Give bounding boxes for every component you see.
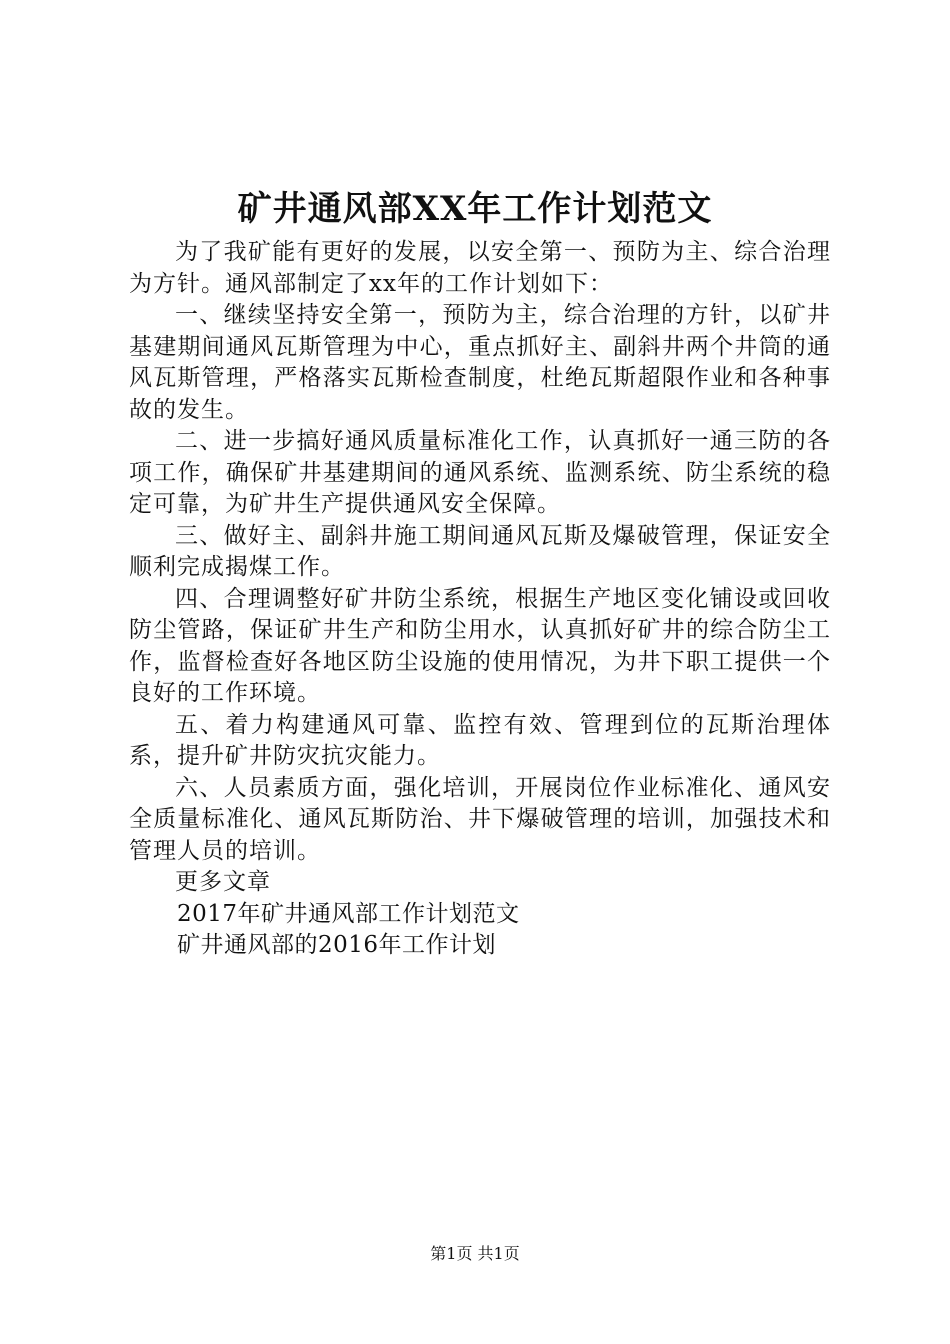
- page-number-footer: 第1页 共1页: [430, 1244, 520, 1263]
- more-article-link[interactable]: 2017年矿井通风部工作计划范文: [177, 900, 520, 927]
- document-title: 矿井通风部XX年工作计划范文: [237, 189, 713, 229]
- paragraph-item-4: 四、合理调整好矿井防尘系统，根据生产地区变化铺设或回收防尘管路，保证矿井生产和防尘用水，认真抓好矿井的综合防尘工作，监督检查好各地区防尘设施的使用情况，为井下职工提供一个良好的工作环境。: [129, 585, 831, 706]
- paragraph-item-3: 三、做好主、副斜井施工期间通风瓦斯及爆破管理，保证安全顺利完成揭煤工作。: [129, 522, 831, 580]
- more-articles-heading: 更多文章: [175, 869, 271, 895]
- more-article-link[interactable]: 矿井通风部的2016年工作计划: [177, 932, 497, 958]
- paragraph-item-1: 一、继续坚持安全第一，预防为主，综合治理的方针，以矿井基建期间通风瓦斯管理为中心，重点抓好主、副斜井两个井筒的通风瓦斯管理，严格落实瓦斯检查制度，杜绝瓦斯超限作业和各种事故的发生。: [129, 302, 831, 423]
- paragraph-item-6: 六、人员素质方面，强化培训，开展岗位作业标准化、通风安全质量标准化、通风瓦斯防治、井下爆破管理的培训，加强技术和管理人员的培训。: [129, 774, 831, 864]
- paragraph-item-5: 五、着力构建通风可靠、监控有效、管理到位的瓦斯治理体系，提升矿井防灾抗灾能力。: [129, 711, 831, 769]
- document-body: [129, 237, 831, 962]
- paragraph-item-2: 二、进一步搞好通风质量标准化工作，认真抓好一通三防的各项工作，确保矿井基建期间的通风系统、监测系统、防尘系统的稳定可靠，为矿井生产提供通风安全保障。: [129, 428, 831, 517]
- paragraph-intro: 为了我矿能有更好的发展，以安全第一、预防为主、综合治理为方针。通风部制定了xx年的工作计划如下：: [129, 239, 831, 297]
